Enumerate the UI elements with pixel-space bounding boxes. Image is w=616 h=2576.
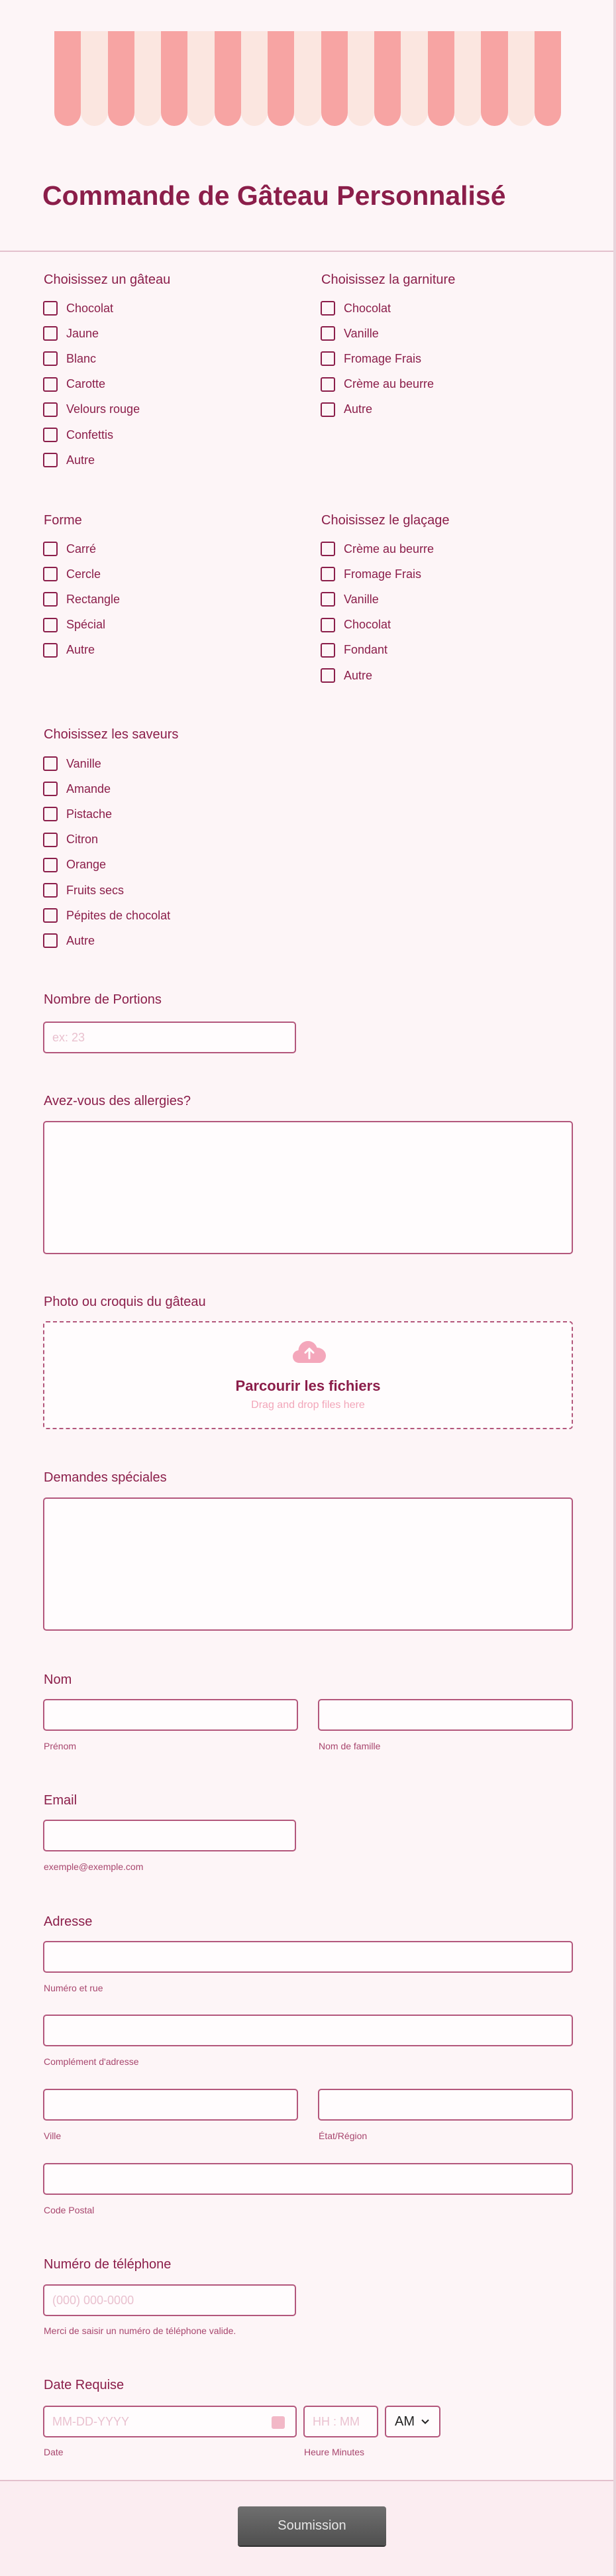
last-name-sublabel: Nom de famille: [319, 1741, 381, 1751]
checkbox[interactable]: [321, 402, 335, 417]
checkbox[interactable]: [43, 542, 58, 556]
checkbox[interactable]: [321, 668, 335, 683]
flavor-option[interactable]: Orange: [43, 852, 170, 878]
checkbox[interactable]: [43, 377, 58, 392]
filling-option[interactable]: Crème au beurre: [321, 372, 434, 397]
last-name-input[interactable]: [318, 1699, 573, 1731]
allergies-textarea[interactable]: [43, 1121, 573, 1254]
checkbox[interactable]: [321, 301, 335, 316]
date-label: Date Requise: [44, 2378, 125, 2392]
checkbox[interactable]: [43, 782, 58, 796]
shape-option[interactable]: Autre: [43, 638, 120, 663]
form-title: Commande de Gâteau Personnalisé: [42, 180, 506, 211]
awning-header-graphic: [54, 31, 561, 126]
date-input[interactable]: [43, 2406, 297, 2437]
state-sublabel: État/Région: [319, 2131, 368, 2141]
photo-label: Photo ou croquis du gâteau: [44, 1295, 206, 1309]
checkbox[interactable]: [321, 592, 335, 607]
checkbox[interactable]: [43, 592, 58, 607]
checkbox[interactable]: [321, 618, 335, 632]
submit-button[interactable]: Soumission: [238, 2506, 386, 2546]
shape-option[interactable]: Rectangle: [43, 587, 120, 612]
flavor-option[interactable]: Citron: [43, 827, 170, 852]
checkbox[interactable]: [321, 643, 335, 658]
checkbox[interactable]: [43, 428, 58, 442]
cake-option[interactable]: Velours rouge: [43, 397, 140, 422]
frosting-option[interactable]: Fondant: [321, 638, 434, 663]
filling-option[interactable]: Vanille: [321, 321, 434, 346]
filling-label: Choisissez la garniture: [321, 272, 456, 287]
flavors-options: [43, 751, 170, 954]
ampm-value: AM: [395, 2414, 415, 2429]
flavor-option[interactable]: Vanille: [43, 751, 170, 776]
cake-options: [43, 296, 140, 473]
email-input[interactable]: [43, 1820, 296, 1851]
checkbox[interactable]: [43, 453, 58, 467]
checkbox[interactable]: [321, 542, 335, 556]
phone-label: Numéro de téléphone: [44, 2257, 172, 2272]
shape-options: [43, 536, 120, 663]
first-name-input[interactable]: [43, 1699, 298, 1731]
cake-option[interactable]: Autre: [43, 447, 140, 473]
checkbox[interactable]: [43, 933, 58, 948]
phone-input[interactable]: [43, 2284, 296, 2316]
shape-option[interactable]: Carré: [43, 536, 120, 561]
address-line2-input[interactable]: [43, 2015, 573, 2046]
browse-files-text[interactable]: Parcourir les fichiers: [235, 1377, 381, 1394]
shape-option[interactable]: Cercle: [43, 561, 120, 587]
flavor-option[interactable]: Amande: [43, 776, 170, 801]
filling-options: [321, 296, 434, 422]
frosting-option[interactable]: Vanille: [321, 587, 434, 612]
state-input[interactable]: [318, 2089, 573, 2121]
cake-option[interactable]: Chocolat: [43, 296, 140, 321]
zip-input[interactable]: [43, 2163, 573, 2195]
street-input[interactable]: [43, 1941, 573, 1973]
cake-option[interactable]: Carotte: [43, 372, 140, 397]
chevron-down-icon: [421, 2419, 429, 2424]
flavor-option[interactable]: Pistache: [43, 801, 170, 827]
header-divider: [0, 251, 616, 252]
shape-label: Forme: [44, 513, 82, 528]
filling-option[interactable]: Fromage Frais: [321, 346, 434, 371]
filling-option[interactable]: Chocolat: [321, 296, 434, 321]
email-label: Email: [44, 1793, 77, 1808]
allergies-label: Avez-vous des allergies?: [44, 1094, 191, 1108]
checkbox[interactable]: [43, 807, 58, 821]
checkbox[interactable]: [321, 567, 335, 581]
special-requests-textarea[interactable]: [43, 1497, 573, 1631]
scrollbar[interactable]: [613, 0, 616, 2576]
checkbox[interactable]: [321, 351, 335, 366]
checkbox[interactable]: [43, 567, 58, 581]
shape-option[interactable]: Spécial: [43, 613, 120, 638]
city-sublabel: Ville: [44, 2131, 62, 2141]
checkbox[interactable]: [43, 326, 58, 341]
checkbox[interactable]: [321, 326, 335, 341]
file-upload-dropzone[interactable]: [43, 1321, 573, 1429]
frosting-label: Choisissez le glaçage: [321, 513, 450, 528]
cake-label: Choisissez un gâteau: [44, 272, 171, 287]
email-sublabel: exemple@exemple.com: [44, 1861, 144, 1872]
ampm-select[interactable]: [385, 2406, 440, 2437]
city-input[interactable]: [43, 2089, 298, 2121]
date-sublabel: Date: [44, 2447, 64, 2457]
name-label: Nom: [44, 1672, 72, 1687]
checkbox[interactable]: [43, 833, 58, 847]
frosting-option[interactable]: Crème au beurre: [321, 536, 434, 561]
frosting-option[interactable]: Chocolat: [321, 613, 434, 638]
zip-sublabel: Code Postal: [44, 2205, 95, 2215]
flavor-option[interactable]: Autre: [43, 928, 170, 953]
checkbox[interactable]: [43, 643, 58, 658]
checkbox[interactable]: [43, 351, 58, 366]
drag-drop-hint: Drag and drop files here: [251, 1399, 365, 1411]
cake-option[interactable]: Confettis: [43, 422, 140, 447]
portions-input[interactable]: [43, 1022, 296, 1053]
checkbox[interactable]: [43, 858, 58, 872]
filling-option[interactable]: Autre: [321, 397, 434, 422]
flavor-option[interactable]: Pépites de chocolat: [43, 903, 170, 928]
frosting-option[interactable]: Fromage Frais: [321, 561, 434, 587]
flavors-label: Choisissez les saveurs: [44, 727, 179, 742]
checkbox[interactable]: [43, 301, 58, 316]
frosting-option[interactable]: Autre: [321, 663, 434, 688]
checkbox[interactable]: [43, 402, 58, 417]
checkbox[interactable]: [321, 377, 335, 392]
address-label: Adresse: [44, 1914, 93, 1929]
special-requests-label: Demandes spéciales: [44, 1470, 167, 1485]
time-sublabel: Heure Minutes: [304, 2447, 365, 2457]
checkbox[interactable]: [43, 756, 58, 771]
checkbox[interactable]: [43, 883, 58, 898]
cloud-upload-icon: [292, 1340, 327, 1364]
cake-option[interactable]: Jaune: [43, 321, 140, 346]
portions-label: Nombre de Portions: [44, 992, 162, 1007]
cake-option[interactable]: Blanc: [43, 346, 140, 371]
first-name-sublabel: Prénom: [44, 1741, 77, 1751]
street-sublabel: Numéro et rue: [44, 1983, 103, 1993]
flavor-option[interactable]: Fruits secs: [43, 878, 170, 903]
checkbox[interactable]: [43, 908, 58, 923]
checkbox[interactable]: [43, 618, 58, 632]
frosting-options: [321, 536, 434, 688]
calendar-icon[interactable]: [272, 2416, 285, 2429]
address-line2-sublabel: Complément d'adresse: [44, 2056, 139, 2067]
time-input[interactable]: [303, 2406, 378, 2437]
form-footer: [0, 2480, 616, 2576]
phone-sublabel: Merci de saisir un numéro de téléphone valide.: [44, 2325, 236, 2336]
